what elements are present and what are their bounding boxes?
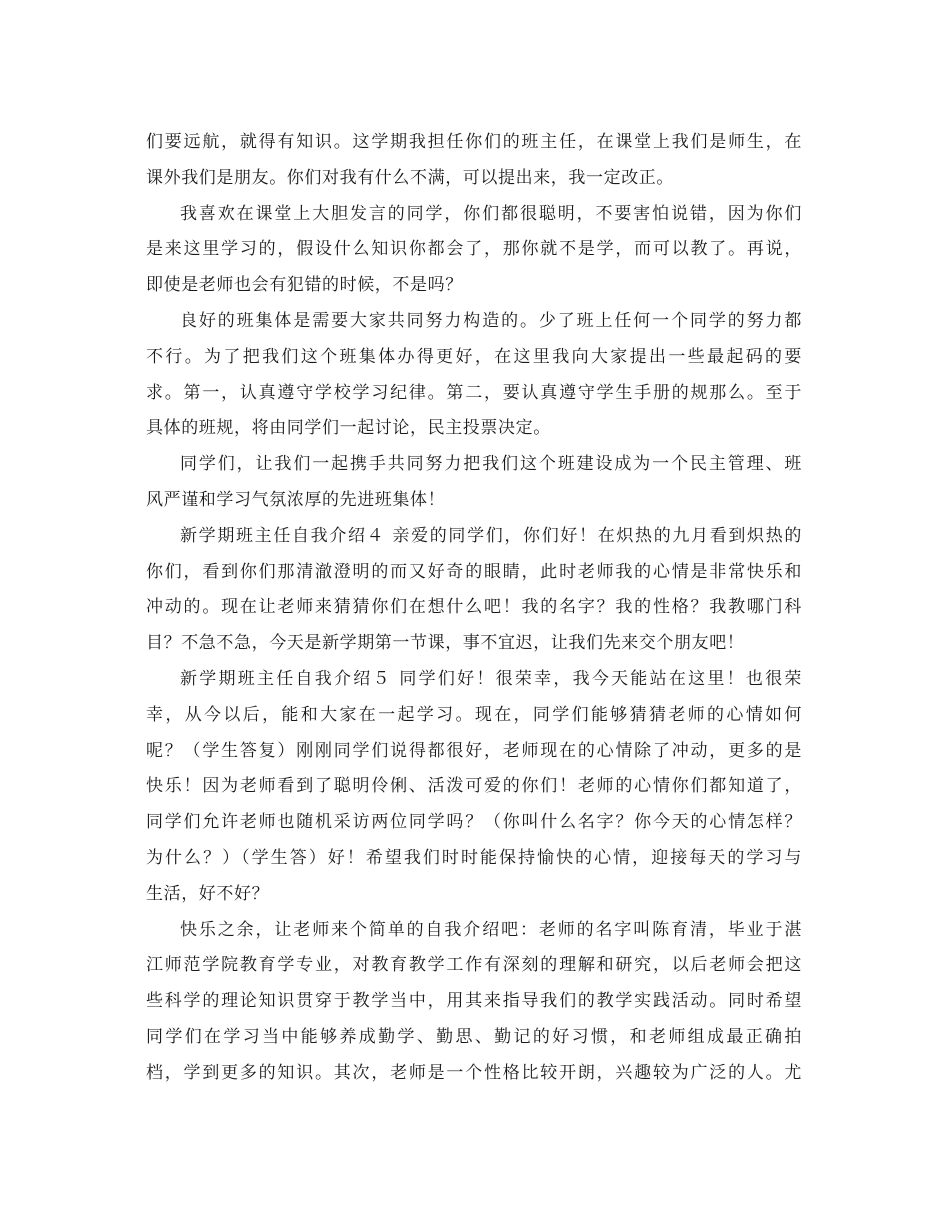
text-line: 新学期班主任自我介绍５ 同学们好！很荣幸，我今天能站在这里！也很荣 <box>180 668 802 689</box>
text-line: 良好的班集体是需要大家共同努力构造的。少了班上任何一个同学的努力都 <box>180 310 802 331</box>
text-line: 新学期班主任自我介绍４ 亲爱的同学们，你们好！在炽热的九月看到炽热的 <box>180 525 802 546</box>
text-line: 档，学到更多的知识。其次，老师是一个性格比较开朗，兴趣较为广泛的人。尤 <box>146 1062 802 1083</box>
text-line: 你们，看到你们那清澈澄明的而又好奇的眼睛，此时老师我的心情是非常快乐和 <box>146 561 802 582</box>
document-body <box>146 125 802 1092</box>
text-line: 风严谨和学习气氛浓厚的先进班集体！ <box>146 489 446 510</box>
text-line: 同学们在学习当中能够养成勤学、勤思、勤记的好习惯，和老师组成最正确拍 <box>146 1026 802 1047</box>
text-line: 即使是老师也会有犯错的时候，不是吗？ <box>146 275 463 296</box>
text-line: 求。第一，认真遵守学校学习纪律。第二，要认真遵守学生手册的规那么。至于 <box>146 382 802 403</box>
text-line: 些科学的理论知识贯穿于教学当中，用其来指导我们的教学实践活动。同时希望 <box>146 991 802 1012</box>
text-line: 冲动的。现在让老师来猜猜你们在想什么吧！我的名字？我的性格？我教哪门科 <box>146 597 802 618</box>
text-line: 具体的班规，将由同学们一起讨论，民主投票决定。 <box>146 418 551 439</box>
text-line: 快乐！因为老师看到了聪明伶俐、活泼可爱的你们！老师的心情你们都知道了， <box>146 776 802 797</box>
text-line: 们要远航，就得有知识。这学期我担任你们的班主任，在课堂上我们是师生，在 <box>146 132 802 152</box>
text-line: 为什么？）（学生答）好！希望我们时时能保持愉快的心情，迎接每天的学习与 <box>146 847 802 868</box>
text-line: 呢？（学生答复）刚刚同学们说得都很好，老师现在的心情除了冲动，更多的是 <box>146 740 802 761</box>
text-line: 同学们允许老师也随机采访两位同学吗？（你叫什么名字？你今天的心情怎样？ <box>146 812 802 833</box>
text-line: 不行。为了把我们这个班集体办得更好，在这里我向大家提出一些最起码的要 <box>146 346 802 367</box>
text-line: 江师范学院教育学专业，对教育教学工作有深刻的理解和研究，以后老师会把这 <box>146 955 802 976</box>
text-line: 课外我们是朋友。你们对我有什么不满，可以提出来，我一定改正。 <box>146 167 674 188</box>
text-line: 是来这里学习的，假设什么知识你都会了，那你就不是学，而可以教了。再说， <box>146 239 802 260</box>
text-line: 同学们，让我们一起携手共同努力把我们这个班建设成为一个民主管理、班 <box>180 454 802 475</box>
text-line: 我喜欢在课堂上大胆发言的同学，你们都很聪明，不要害怕说错，因为你们 <box>180 203 802 224</box>
text-line: 目？不急不急，今天是新学期第一节课，事不宜迟，让我们先来交个朋友吧！ <box>146 633 745 654</box>
text-line: 生活，好不好？ <box>146 883 270 904</box>
text-line: 快乐之余，让老师来个简单的自我介绍吧：老师的名字叫陈育清，毕业于湛 <box>180 919 802 940</box>
text-line: 幸，从今以后，能和大家在一起学习。现在，同学们能够猜猜老师的心情如何 <box>146 704 802 725</box>
